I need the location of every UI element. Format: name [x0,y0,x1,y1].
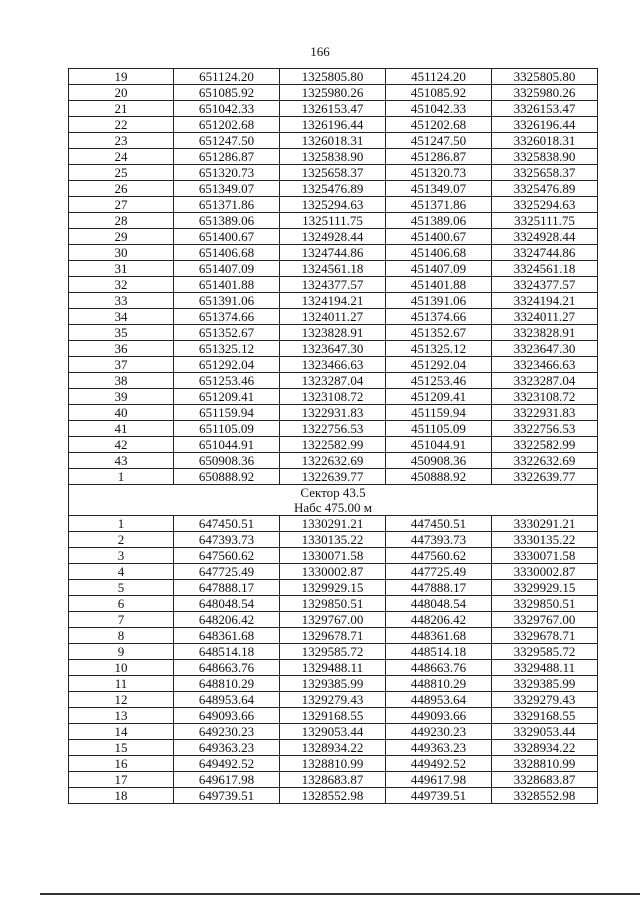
coordinate-cell: 647725.49 [174,564,280,580]
coordinate-cell: 1325111.75 [280,213,386,229]
coordinate-cell: 1324194.21 [280,293,386,309]
coordinate-cell: 1326153.47 [280,101,386,117]
coordinate-cell: 651371.86 [174,197,280,213]
point-number-cell: 5 [69,580,174,596]
table-row [69,596,598,612]
table-row [69,389,598,405]
coordinate-cell: 3324377.57 [492,277,598,293]
point-number-cell: 36 [69,341,174,357]
coordinate-cell: 3329279.43 [492,692,598,708]
coordinate-cell: 451391.06 [386,293,492,309]
coordinate-cell: 651374.66 [174,309,280,325]
coordinate-cell: 447725.49 [386,564,492,580]
point-number-cell: 19 [69,69,174,85]
coordinate-cell: 3329850.51 [492,596,598,612]
coordinate-cell: 3324011.27 [492,309,598,325]
coordinate-cell: 648810.29 [174,676,280,692]
table-row [69,261,598,277]
table-row [69,516,598,532]
coordinate-cell: 447393.73 [386,532,492,548]
point-number-cell: 38 [69,373,174,389]
coordinate-cell: 450908.36 [386,453,492,469]
point-number-cell: 2 [69,532,174,548]
coordinate-cell: 451042.33 [386,101,492,117]
coordinate-cell: 3330291.21 [492,516,598,532]
table-row [69,197,598,213]
coordinate-cell: 649093.66 [174,708,280,724]
coordinate-cell: 1323108.72 [280,389,386,405]
coordinate-cell: 1329929.15 [280,580,386,596]
coordinate-cell: 451371.86 [386,197,492,213]
table-row [69,772,598,788]
point-number-cell: 37 [69,357,174,373]
coordinate-cell: 651042.33 [174,101,280,117]
coordinate-cell: 1326018.31 [280,133,386,149]
coordinate-cell: 649363.23 [174,740,280,756]
coordinate-cell: 649739.51 [174,788,280,804]
table-row [69,788,598,804]
point-number-cell: 22 [69,117,174,133]
table-row [69,469,598,485]
coordinate-cell: 451253.46 [386,373,492,389]
sector-header [69,485,598,516]
coordinate-cell: 3325111.75 [492,213,598,229]
point-number-cell: 26 [69,181,174,197]
coordinate-cell: 1325476.89 [280,181,386,197]
point-number-cell: 35 [69,325,174,341]
table-row [69,564,598,580]
table-row [69,357,598,373]
coordinate-cell: 1322931.83 [280,405,386,421]
coordinate-cell: 648361.68 [174,628,280,644]
coordinate-cell: 1328552.98 [280,788,386,804]
coordinate-cell: 1330291.21 [280,516,386,532]
point-number-cell: 30 [69,245,174,261]
coordinate-cell: 649230.23 [174,724,280,740]
coordinate-cell: 449363.23 [386,740,492,756]
point-number-cell: 42 [69,437,174,453]
table-row [69,149,598,165]
coordinate-cell: 3329929.15 [492,580,598,596]
point-number-cell: 24 [69,149,174,165]
coordinate-cell: 3330071.58 [492,548,598,564]
table-row [69,453,598,469]
coordinate-cell: 1328683.87 [280,772,386,788]
coordinate-cell: 651085.92 [174,85,280,101]
coordinate-cell: 1324744.86 [280,245,386,261]
coordinate-cell: 1330135.22 [280,532,386,548]
coordinate-cell: 648663.76 [174,660,280,676]
table-row [69,277,598,293]
table-row [69,708,598,724]
coordinate-cell: 449093.66 [386,708,492,724]
coordinate-cell: 448810.29 [386,676,492,692]
coordinate-cell: 3328810.99 [492,756,598,772]
coordinate-cell: 3322632.69 [492,453,598,469]
coordinate-cell: 3325838.90 [492,149,598,165]
coordinate-cell: 1322639.77 [280,469,386,485]
coordinate-cell: 1329488.11 [280,660,386,676]
coordinate-cell: 449492.52 [386,756,492,772]
coordinate-cell: 1322632.69 [280,453,386,469]
sector-title: Сектор 43.5 [300,485,366,500]
point-number-cell: 8 [69,628,174,644]
coordinate-cell: 1329385.99 [280,676,386,692]
coordinate-cell: 1329279.43 [280,692,386,708]
table-row [69,580,598,596]
point-number-cell: 1 [69,469,174,485]
coordinate-cell: 3330135.22 [492,532,598,548]
coordinate-cell: 451085.92 [386,85,492,101]
coordinate-cell: 1325980.26 [280,85,386,101]
coordinate-cell: 1322582.99 [280,437,386,453]
coordinate-cell: 1328934.22 [280,740,386,756]
coordinate-cell: 3323647.30 [492,341,598,357]
coordinate-cell: 651209.41 [174,389,280,405]
coordinate-cell: 648206.42 [174,612,280,628]
coordinate-cell: 1325838.90 [280,149,386,165]
point-number-cell: 21 [69,101,174,117]
point-number-cell: 23 [69,133,174,149]
coordinate-cell: 3325658.37 [492,165,598,181]
coordinate-cell: 451401.88 [386,277,492,293]
point-number-cell: 6 [69,596,174,612]
coordinate-cell: 651349.07 [174,181,280,197]
point-number-cell: 15 [69,740,174,756]
point-number-cell: 27 [69,197,174,213]
coordinate-cell: 3330002.87 [492,564,598,580]
point-number-cell: 3 [69,548,174,564]
coordinate-cell: 651400.67 [174,229,280,245]
point-number-cell: 17 [69,772,174,788]
point-number-cell: 43 [69,453,174,469]
table-row [69,245,598,261]
coordinate-cell: 3329585.72 [492,644,598,660]
coordinate-cell: 651286.87 [174,149,280,165]
coordinate-cell: 1325294.63 [280,197,386,213]
table-row [69,213,598,229]
point-number-cell: 9 [69,644,174,660]
coordinate-cell: 447560.62 [386,548,492,564]
coordinates-table [68,68,598,804]
coordinate-cell: 1324377.57 [280,277,386,293]
point-number-cell: 28 [69,213,174,229]
point-number-cell: 33 [69,293,174,309]
coordinate-cell: 3324194.21 [492,293,598,309]
table-row [69,293,598,309]
coordinate-cell: 1329053.44 [280,724,386,740]
coordinate-cell: 1329678.71 [280,628,386,644]
coordinate-cell: 451352.67 [386,325,492,341]
page-number: 166 [310,44,330,59]
table-row [69,133,598,149]
point-number-cell: 1 [69,516,174,532]
coordinate-cell: 3325294.63 [492,197,598,213]
coordinate-cell: 651391.06 [174,293,280,309]
coordinates-table-body [69,69,598,804]
coordinate-cell: 651407.09 [174,261,280,277]
coordinate-cell: 1323287.04 [280,373,386,389]
coordinate-cell: 1329168.55 [280,708,386,724]
coordinate-cell: 1330002.87 [280,564,386,580]
coordinate-cell: 450888.92 [386,469,492,485]
coordinate-cell: 651406.68 [174,245,280,261]
coordinate-cell: 647888.17 [174,580,280,596]
coordinate-cell: 649617.98 [174,772,280,788]
coordinate-cell: 651292.04 [174,357,280,373]
table-row [69,644,598,660]
coordinate-cell: 451325.12 [386,341,492,357]
table-row [69,437,598,453]
coordinate-cell: 650908.36 [174,453,280,469]
coordinate-cell: 3329678.71 [492,628,598,644]
table-row [69,69,598,85]
coordinate-cell: 3323828.91 [492,325,598,341]
coordinate-cell: 451320.73 [386,165,492,181]
point-number-cell: 4 [69,564,174,580]
coordinate-cell: 1324561.18 [280,261,386,277]
point-number-cell: 34 [69,309,174,325]
coordinate-cell: 451406.68 [386,245,492,261]
coordinate-cell: 3329767.00 [492,612,598,628]
coordinate-cell: 647560.62 [174,548,280,564]
coordinate-cell: 1330071.58 [280,548,386,564]
coordinate-cell: 3329053.44 [492,724,598,740]
point-number-cell: 41 [69,421,174,437]
coordinate-cell: 449739.51 [386,788,492,804]
coordinate-cell: 3326153.47 [492,101,598,117]
coordinate-cell: 647393.73 [174,532,280,548]
table-row [69,405,598,421]
coordinate-cell: 3324744.86 [492,245,598,261]
coordinate-cell: 448663.76 [386,660,492,676]
table-row [69,756,598,772]
coordinate-cell: 451159.94 [386,405,492,421]
coordinate-cell: 647450.51 [174,516,280,532]
point-number-cell: 32 [69,277,174,293]
table-row [69,740,598,756]
coordinate-cell: 3328934.22 [492,740,598,756]
coordinate-cell: 651124.20 [174,69,280,85]
table-row [69,101,598,117]
coordinate-cell: 651247.50 [174,133,280,149]
coordinate-cell: 3328683.87 [492,772,598,788]
point-number-cell: 13 [69,708,174,724]
table-row [69,724,598,740]
table-row [69,85,598,101]
point-number-cell: 18 [69,788,174,804]
coordinate-cell: 451202.68 [386,117,492,133]
coordinate-cell: 3326018.31 [492,133,598,149]
coordinate-cell: 448953.64 [386,692,492,708]
coordinate-cell: 3322639.77 [492,469,598,485]
coordinate-cell: 451374.66 [386,309,492,325]
coordinate-cell: 448514.18 [386,644,492,660]
table-row [69,421,598,437]
point-number-cell: 11 [69,676,174,692]
coordinate-cell: 451349.07 [386,181,492,197]
point-number-cell: 12 [69,692,174,708]
coordinate-cell: 3323287.04 [492,373,598,389]
coordinate-cell: 3323466.63 [492,357,598,373]
point-number-cell: 40 [69,405,174,421]
coordinate-cell: 3326196.44 [492,117,598,133]
coordinate-cell: 651352.67 [174,325,280,341]
sector-height: Набс 475.00 м [293,500,373,515]
coordinate-cell: 451124.20 [386,69,492,85]
coordinate-cell: 651389.06 [174,213,280,229]
coordinate-cell: 651105.09 [174,421,280,437]
coordinate-cell: 451247.50 [386,133,492,149]
point-number-cell: 39 [69,389,174,405]
coordinate-cell: 651401.88 [174,277,280,293]
coordinate-cell: 451400.67 [386,229,492,245]
table-row [69,181,598,197]
point-number-cell: 16 [69,756,174,772]
point-number-cell: 14 [69,724,174,740]
coordinate-cell: 1322756.53 [280,421,386,437]
coordinate-cell: 1325805.80 [280,69,386,85]
coordinate-cell: 1323466.63 [280,357,386,373]
coordinate-cell: 3325980.26 [492,85,598,101]
coordinate-cell: 448361.68 [386,628,492,644]
coordinate-cell: 3325476.89 [492,181,598,197]
coordinate-cell: 3325805.80 [492,69,598,85]
coordinate-cell: 451105.09 [386,421,492,437]
table-row [69,660,598,676]
coordinate-cell: 648048.54 [174,596,280,612]
coordinate-cell: 1323828.91 [280,325,386,341]
point-number-cell: 29 [69,229,174,245]
point-number-cell: 10 [69,660,174,676]
coordinate-cell: 1329767.00 [280,612,386,628]
coordinate-cell: 651253.46 [174,373,280,389]
point-number-cell: 7 [69,612,174,628]
table-row [69,165,598,181]
coordinate-cell: 3329385.99 [492,676,598,692]
coordinate-cell: 1324011.27 [280,309,386,325]
coordinate-cell: 651325.12 [174,341,280,357]
coordinate-cell: 3328552.98 [492,788,598,804]
table-row [69,229,598,245]
coordinate-cell: 447888.17 [386,580,492,596]
coordinate-cell: 449617.98 [386,772,492,788]
coordinate-cell: 1328810.99 [280,756,386,772]
coordinate-cell: 1326196.44 [280,117,386,133]
point-number-cell: 20 [69,85,174,101]
coordinate-cell: 1329850.51 [280,596,386,612]
coordinate-cell: 650888.92 [174,469,280,485]
coordinate-cell: 1325658.37 [280,165,386,181]
coordinate-cell: 3329488.11 [492,660,598,676]
coordinate-cell: 648953.64 [174,692,280,708]
table-row [69,309,598,325]
coordinate-cell: 447450.51 [386,516,492,532]
table-row [69,676,598,692]
coordinate-cell: 451209.41 [386,389,492,405]
coordinate-cell: 649492.52 [174,756,280,772]
coordinate-cell: 3322756.53 [492,421,598,437]
table-row [69,548,598,564]
table-row [69,692,598,708]
coordinate-cell: 651044.91 [174,437,280,453]
coordinate-cell: 651159.94 [174,405,280,421]
coordinate-cell: 1323647.30 [280,341,386,357]
coordinate-cell: 448206.42 [386,612,492,628]
coordinate-cell: 651320.73 [174,165,280,181]
coordinate-cell: 451407.09 [386,261,492,277]
coordinate-cell: 1324928.44 [280,229,386,245]
table-row [69,628,598,644]
coordinate-cell: 448048.54 [386,596,492,612]
sector-header-row [69,485,598,516]
table-row [69,117,598,133]
bottom-rule [40,893,640,895]
point-number-cell: 31 [69,261,174,277]
coordinate-cell: 451292.04 [386,357,492,373]
point-number-cell: 25 [69,165,174,181]
table-row [69,532,598,548]
coordinate-cell: 3323108.72 [492,389,598,405]
coordinate-cell: 449230.23 [386,724,492,740]
table-row [69,373,598,389]
table-row [69,341,598,357]
coordinate-cell: 451286.87 [386,149,492,165]
table-row [69,325,598,341]
coordinate-cell: 3324561.18 [492,261,598,277]
coordinate-cell: 3324928.44 [492,229,598,245]
coordinate-cell: 3322931.83 [492,405,598,421]
coordinate-cell: 651202.68 [174,117,280,133]
coordinate-cell: 3322582.99 [492,437,598,453]
coordinate-cell: 3329168.55 [492,708,598,724]
coordinate-cell: 451044.91 [386,437,492,453]
coordinate-cell: 648514.18 [174,644,280,660]
coordinate-cell: 451389.06 [386,213,492,229]
table-row [69,612,598,628]
coordinate-cell: 1329585.72 [280,644,386,660]
